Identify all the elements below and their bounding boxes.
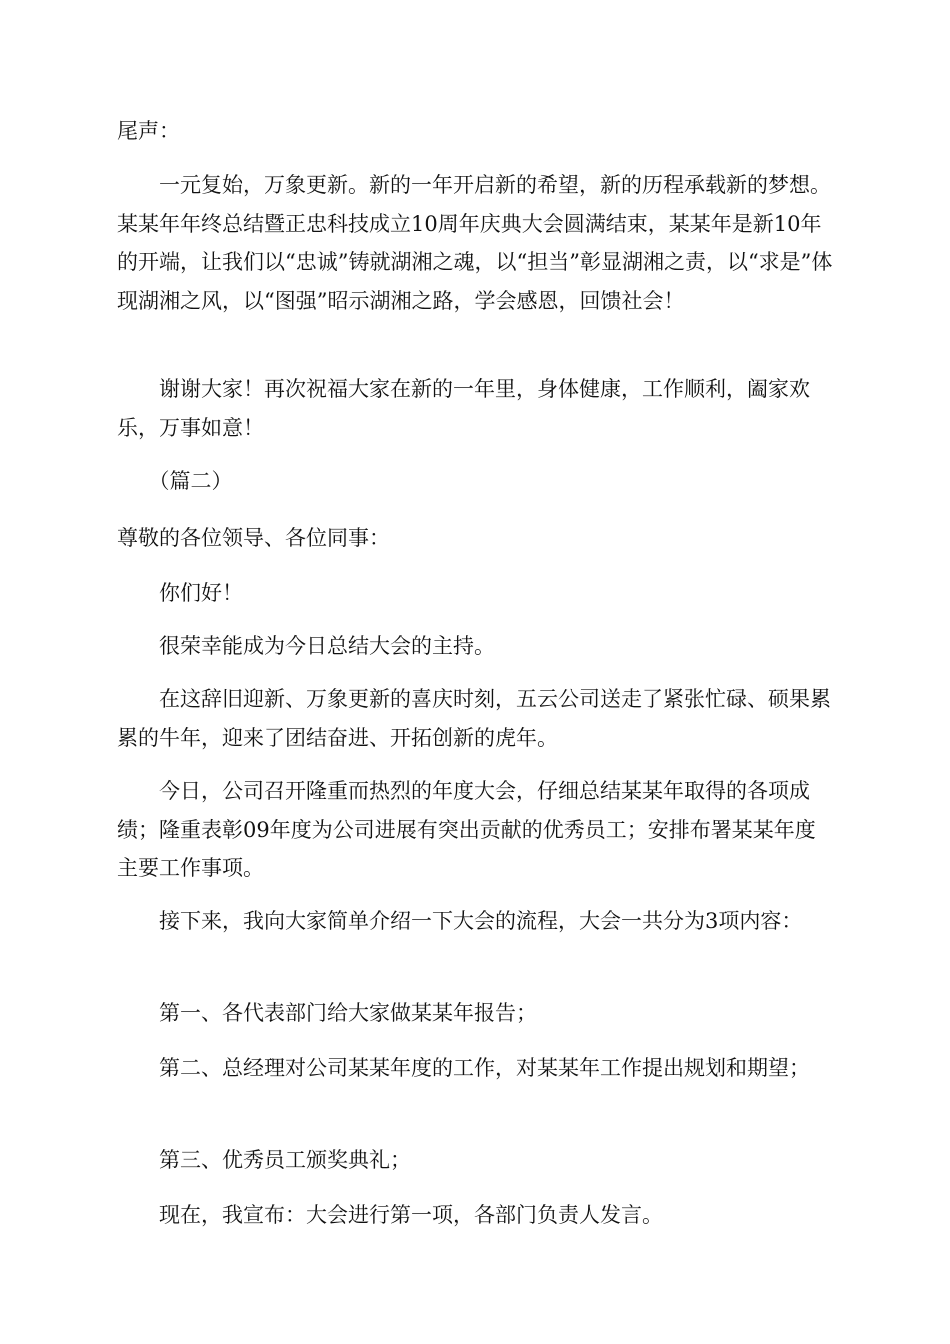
paragraph-announcement: 现在，我宣布：大会进行第一项，各部门负责人发言。 [117,1203,663,1227]
paragraph-annual-meeting: 今日，公司召开隆重而热烈的年度大会，仔细总结某某年取得的各项成绩；隆重表彰09年度为公司进展有突出贡献的优秀员工；安排布署某某年度主要工作事项。 [117,779,816,880]
paragraph-thanks: 谢谢大家！再次祝福大家在新的一年里，身体健康，工作顺利，阖家欢乐，万事如意！ [117,377,810,440]
paragraph-festive-moment: 在这辞旧迎新、万象更新的喜庆时刻，五云公司送走了紧张忙碌、硕果累累的牛年，迎来了团结奋进、开拓创新的虎年。 [117,687,831,750]
paragraph-agenda-item-3: 第三、优秀员工颁奖典礼； [117,1148,411,1172]
paragraph-agenda-item-1: 第一、各代表部门给大家做某某年报告； [117,1001,537,1025]
paragraph-agenda-item-2: 第二、总经理对公司某某年度的工作，对某某年工作提出规划和期望； [117,1056,810,1080]
paragraph-host-intro: 很荣幸能成为今日总结大会的主持。 [117,634,495,658]
paragraph-new-year-wishes: 一元复始，万象更新。新的一年开启新的希望，新的历程承载新的梦想。某某年年终总结暨正忠科技成立10周年庆典大会圆满结束，某某年是新10年的开端，让我们以“忠诚”铸就湖湘之魂，以“担当”彰显湖湘之责，以“求是”体现湖湘之风，以“图强”昭示湖湘之路，学会感恩，回馈社会！ [117,173,833,313]
paragraph-epilogue-heading: 尾声： [117,119,180,143]
paragraph-greeting: 你们好！ [117,581,243,605]
paragraph-agenda-intro: 接下来，我向大家简单介绍一下大会的流程，大会一共分为3项内容： [117,909,803,933]
paragraph-salutation: 尊敬的各位领导、各位同事： [117,526,390,550]
paragraph-section-two-heading: （篇二） [117,469,233,493]
